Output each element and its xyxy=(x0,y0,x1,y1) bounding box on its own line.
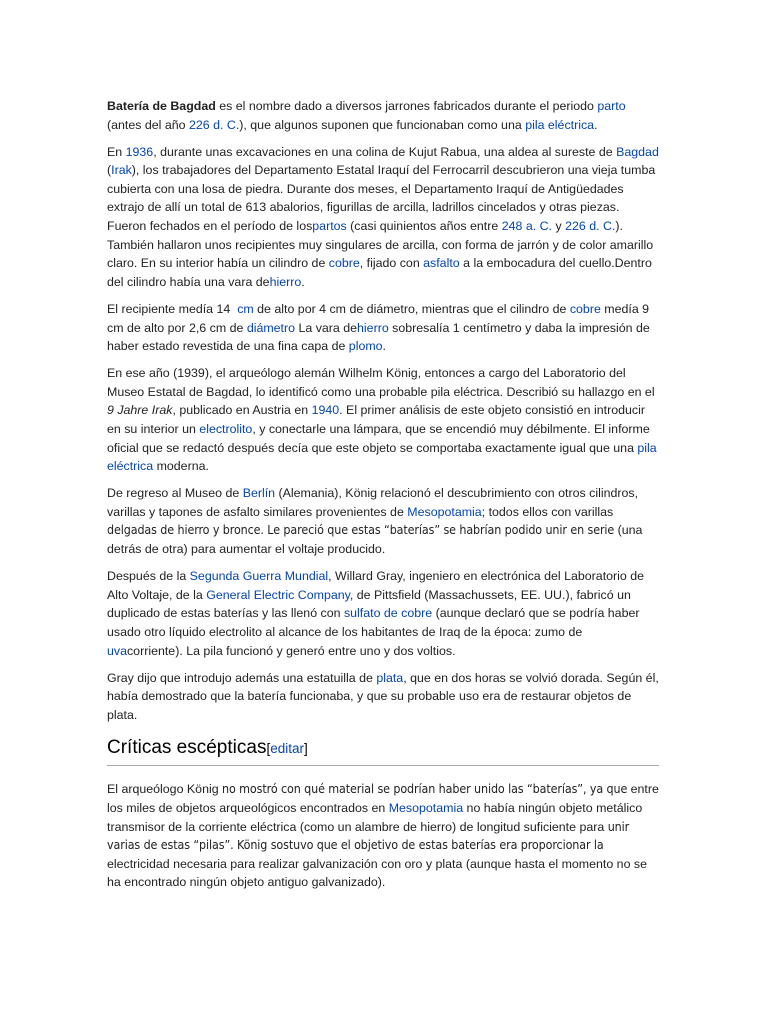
text: , publicado en Austria en xyxy=(172,403,312,418)
text: delgadas de hierro y bronce. Le pareció que estas “baterías” se habrían podido unir en serie xyxy=(107,522,615,538)
book-title: 9 Jahre Irak xyxy=(107,403,173,418)
text: moderna. xyxy=(153,459,209,474)
text: ), los trabajadores del Departamento Estatal Iraquí del Ferrocarril descubrieron una vieja tumba cubierta con una losa de piedra. Durante dos meses, el Departamento Iraquí de Antigüedades extrajo de allí un total de 613 abalorios, figurillas de arcilla, ladrillos cincelados y otras piezas. Fueron fechados en el período de los xyxy=(107,163,656,234)
link-1936[interactable]: 1936 xyxy=(125,144,154,159)
text: y xyxy=(552,219,566,234)
edit-link[interactable]: editar xyxy=(270,741,304,757)
paragraph-criticas xyxy=(107,780,659,892)
link-226-dc-2[interactable]: 226 d. C. xyxy=(565,219,616,234)
link-plomo[interactable]: plomo xyxy=(348,339,383,354)
link-hierro-2[interactable]: hierro xyxy=(357,320,389,335)
bracket: ] xyxy=(304,741,308,757)
text: En xyxy=(107,144,126,159)
text: , y conectarle una lámpara, que se encendió muy débilmente. El informe oficial que se redactó después decía que este objeto se comportaba exactamente igual que una xyxy=(107,422,650,455)
text: ). También hallaron unos recipientes muy singulares de arcilla, con forma de jarrón y de color amarillo claro. En su interior había un cilindro de xyxy=(107,219,654,271)
link-bagdad[interactable]: Bagdad xyxy=(616,144,659,159)
link-partos[interactable]: partos xyxy=(312,219,347,234)
paragraph-discovery xyxy=(107,143,659,292)
link-mesopotamia[interactable]: Mesopotamia xyxy=(407,504,482,519)
link-parto[interactable]: parto xyxy=(597,99,626,113)
section-title: Críticas escépticas xyxy=(107,737,267,759)
text: , de Pittsfield (Massachussets, EE. UU.), fabricó un duplicado de estas baterías y las llenó con xyxy=(107,587,631,621)
link-cobre-2[interactable]: cobre xyxy=(569,301,601,316)
bracket: [ xyxy=(266,741,271,757)
paragraph-dimensions xyxy=(107,300,659,356)
text: de alto por 4 cm de diámetro, mientras que el cilindro de xyxy=(253,301,570,316)
text: . xyxy=(382,339,386,354)
text: (aunque declaró que se podría haber usado otro líquido electrolito al alcance de los habitantes de Iraq de la época: zumo de xyxy=(107,606,640,639)
link-cobre[interactable]: cobre xyxy=(328,256,360,271)
text: De regreso al Museo de xyxy=(107,486,243,501)
text: , que en dos horas se volvió dorada. Según él, había demostrado que la batería funcionaba, y que su probable uso era de restaurar objetos de plata. xyxy=(107,670,659,722)
text: unir varias de estas “pilas”. König sostuvo que el objetivo de estas baterías era proporcionar la xyxy=(107,818,630,853)
text: . xyxy=(594,117,598,132)
link-pila-electrica-2[interactable]: pila eléctrica xyxy=(107,440,657,474)
text: El recipiente medía 14 xyxy=(107,301,238,316)
text: . xyxy=(301,274,305,289)
text: Después de la xyxy=(107,569,190,584)
paragraph-konig xyxy=(107,364,659,476)
link-cm[interactable]: cm xyxy=(237,301,254,316)
text: , durante unas excavaciones en una colina de Kujut Rabua, una aldea al sureste de xyxy=(153,144,617,159)
text: corriente). La pila funcionó y generó entre uno y dos voltios. xyxy=(126,643,456,658)
text: ), que algunos suponen que funcionaban como una xyxy=(239,117,526,132)
article-subject: Batería de Bagdad xyxy=(107,99,216,113)
link-248-ac[interactable]: 248 a. C. xyxy=(501,219,552,234)
text: (Alemania), König relacionó el descubrimiento con otros cilindros, varillas y tapones de asfalto similares provenientes de xyxy=(107,486,639,519)
link-uva[interactable]: uva xyxy=(107,643,127,658)
link-electrolito[interactable]: electrolito xyxy=(199,422,253,436)
text: En ese año (1939), el arqueólogo alemán Wilhelm König, entonces a cargo del Laboratorio del Museo Estatal de Bagdad, lo identificó como una probable pila eléctrica. Describió su hallazgo en el xyxy=(107,366,655,399)
link-hierro[interactable]: hierro xyxy=(269,274,302,289)
text: , Willard Gray, ingeniero en electrónica del Laboratorio de Alto Voltaje, de la xyxy=(107,569,645,602)
link-segunda-guerra-mundial[interactable]: Segunda Guerra Mundial xyxy=(189,569,329,584)
text: . El primer análisis de este objeto consistió en introducir en su interior un xyxy=(107,403,645,436)
section-heading xyxy=(107,736,659,766)
paragraph-gray xyxy=(107,567,659,660)
paragraph-intro xyxy=(107,97,659,134)
text: medía 9 cm de alto por 2,6 cm de xyxy=(107,301,650,335)
text: (antes del año xyxy=(107,117,189,132)
text: electricidad necesaria para realizar galvanización con oro y plata (aunque hasta el momento no se ha encontrado ningún objeto antiguo galvanizado). xyxy=(107,856,647,890)
text: (una detrás de otra) para aumentar el voltaje producido. xyxy=(107,523,643,557)
link-asfalto[interactable]: asfalto xyxy=(423,256,460,271)
text: entre los miles de objetos arqueológicos encontrados en xyxy=(107,782,659,815)
link-1940[interactable]: 1940 xyxy=(311,403,340,418)
text: no mostró con qué material se podrían haber unido las “baterías”, ya que xyxy=(222,781,628,797)
article-body xyxy=(107,97,659,900)
link-plata[interactable]: plata xyxy=(376,670,404,685)
text: , fijado con xyxy=(359,256,424,271)
link-general-electric[interactable]: General Electric Company xyxy=(206,587,350,602)
link-sulfato-de-cobre[interactable]: sulfato de cobre xyxy=(343,606,433,621)
link-226-dc[interactable]: 226 d. C. xyxy=(188,117,240,132)
paragraph-plata xyxy=(107,669,659,725)
link-mesopotamia-2[interactable]: Mesopotamia xyxy=(388,801,464,815)
text: es el nombre dado a diversos jarrones fabricados durante el periodo xyxy=(215,99,598,113)
text: Gray dijo que introdujo además una estatuilla de xyxy=(107,670,377,685)
text: ; todos ellos con varillas xyxy=(481,504,614,519)
link-pila-electrica[interactable]: pila eléctrica xyxy=(525,117,595,132)
text: El arqueólogo König xyxy=(107,782,223,797)
text: ( xyxy=(107,163,112,178)
link-diametro[interactable]: diámetro xyxy=(246,320,296,335)
text: La vara de xyxy=(295,320,358,335)
link-irak[interactable]: Irak xyxy=(111,163,132,178)
text: a la embocadura del cuello.Dentro del cilindro había una vara de xyxy=(107,256,652,289)
text: no había ningún objeto metálico transmisor de la corriente eléctrica (como un alambre de hierro) de longitud suficiente para xyxy=(107,801,643,834)
link-berlin[interactable]: Berlín xyxy=(242,486,276,501)
text: (casi quinientos años entre xyxy=(346,219,502,234)
section-edit xyxy=(266,741,307,756)
paragraph-berlin xyxy=(107,484,659,558)
text: sobresalía 1 centímetro y daba la impresión de haber estado revestida de una fina capa de xyxy=(107,320,650,354)
